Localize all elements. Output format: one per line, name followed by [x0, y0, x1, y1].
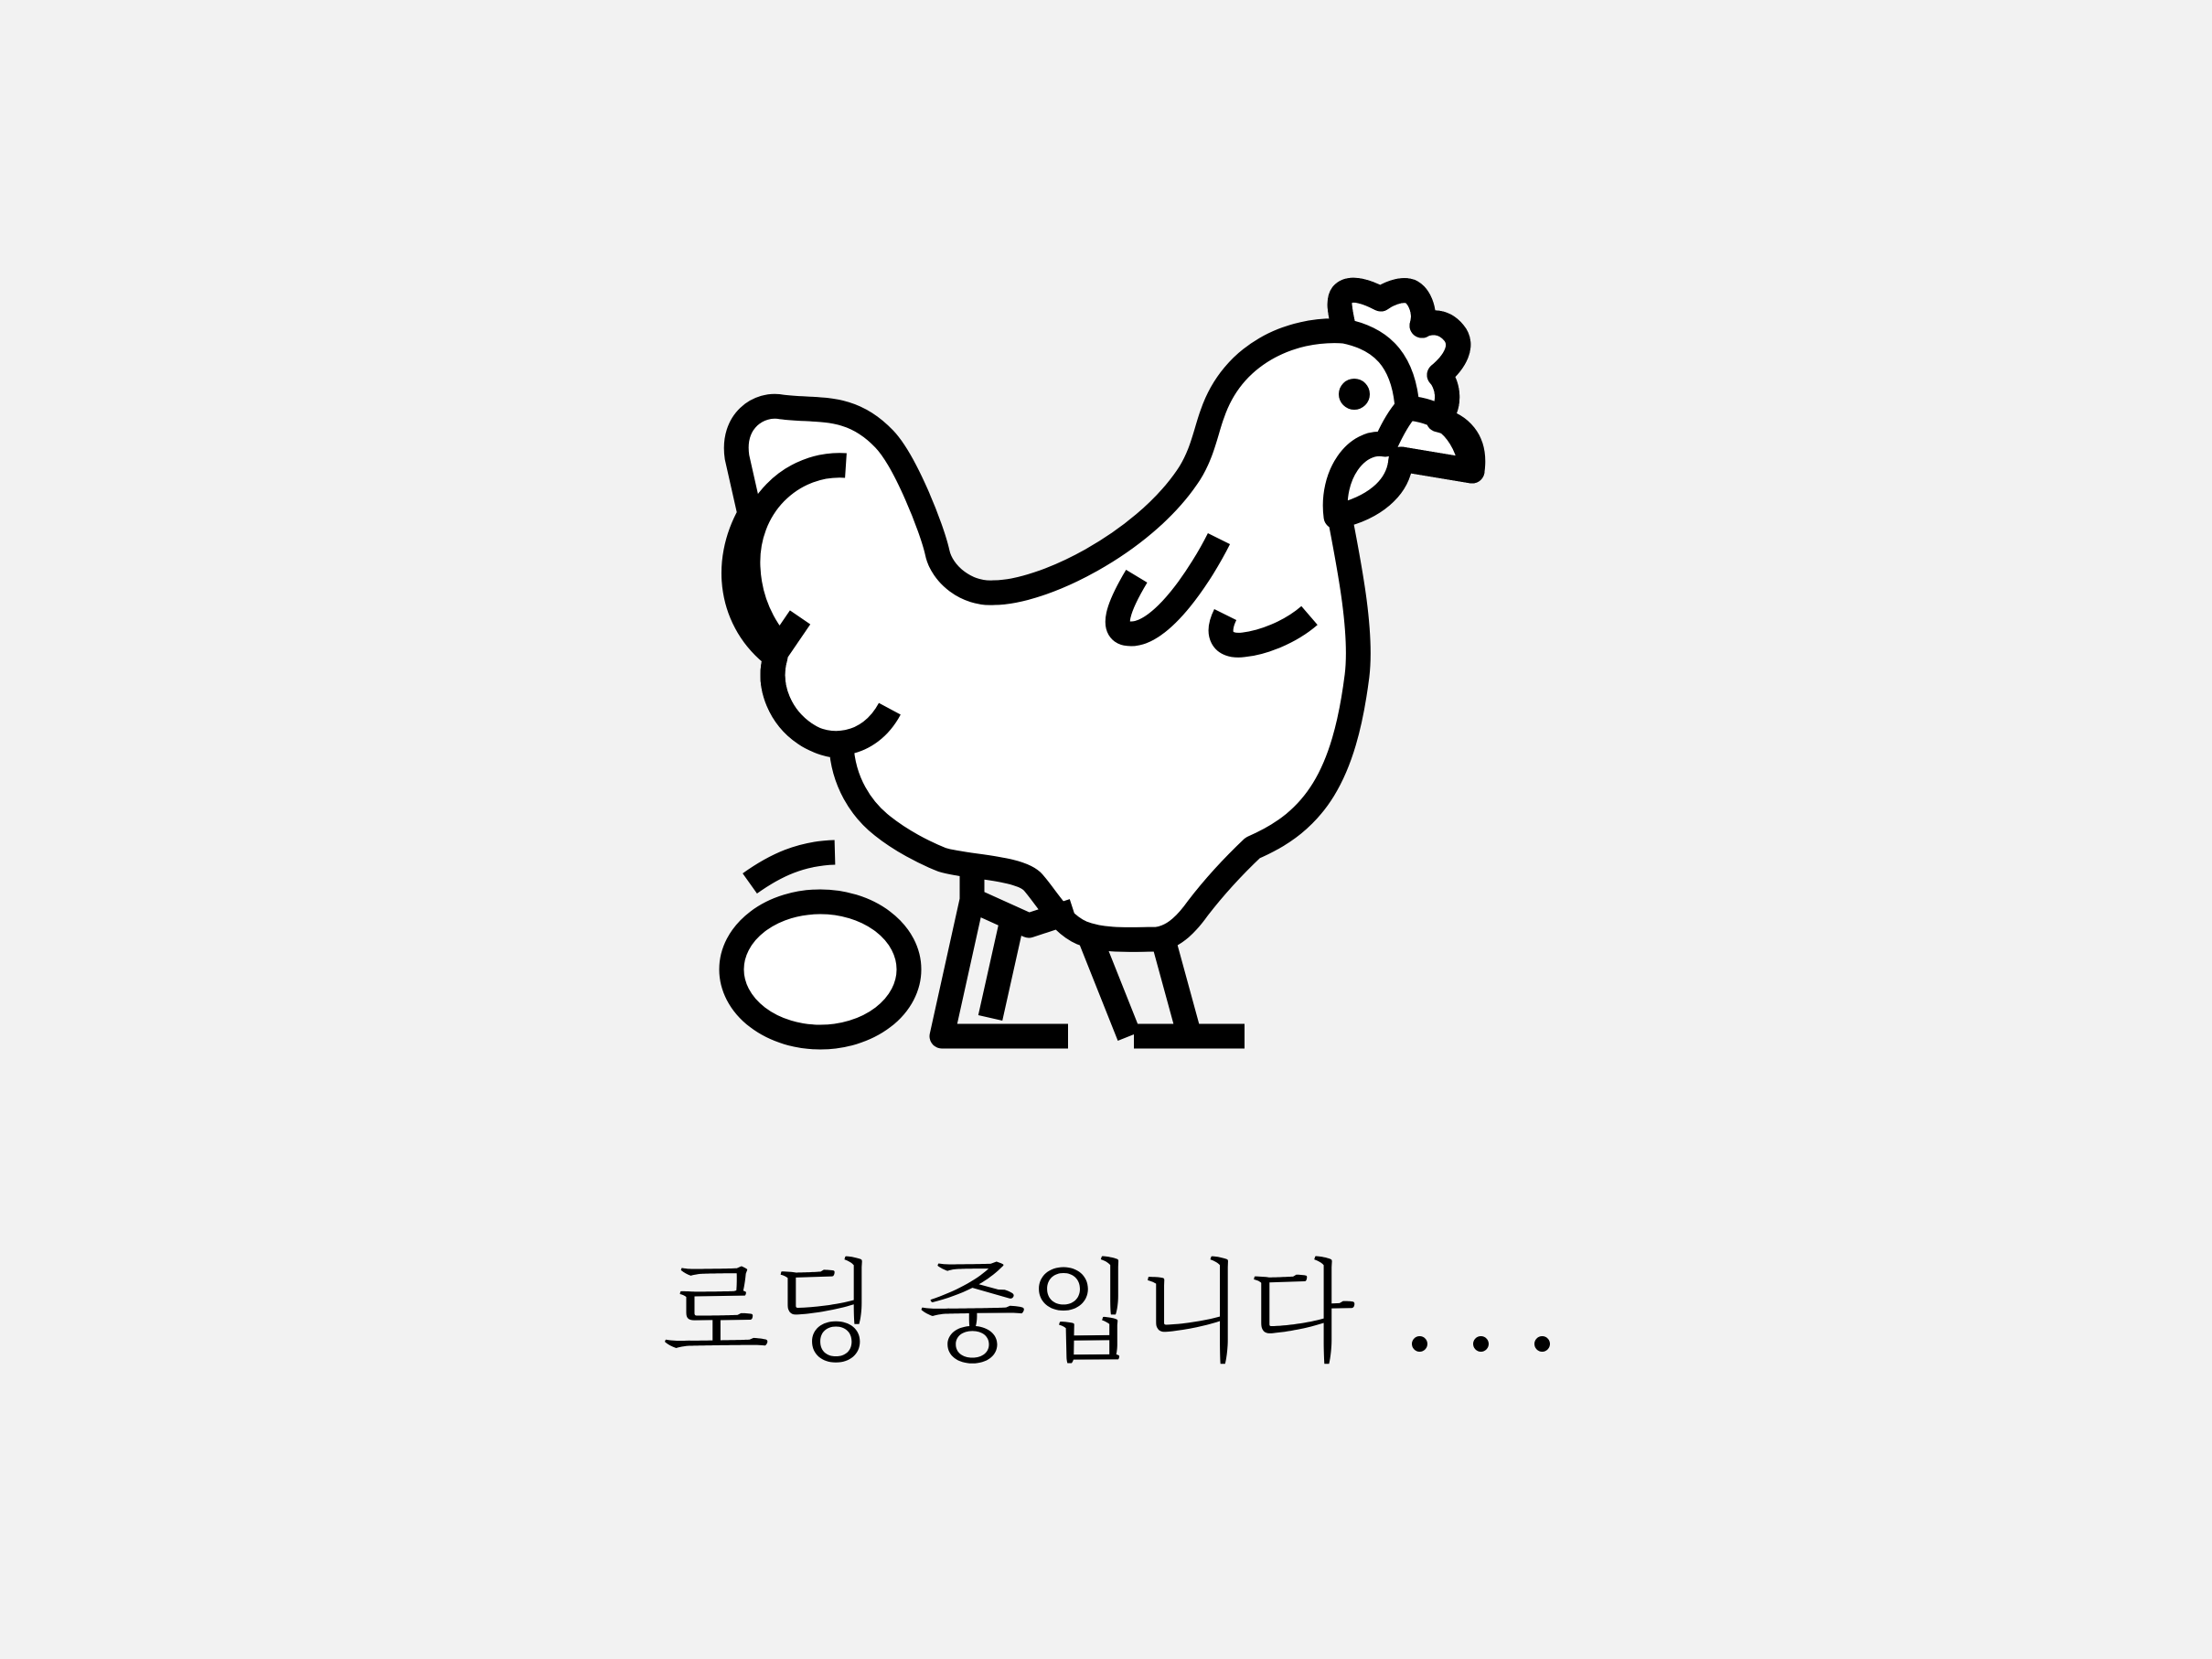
hen-eye	[1339, 379, 1370, 410]
egg-shine	[750, 852, 835, 883]
loading-dot-3	[1534, 1336, 1550, 1352]
loading-dot-2	[1473, 1336, 1489, 1352]
loading-dot-1	[1412, 1336, 1427, 1352]
hen-left-leg-front	[990, 924, 1011, 1018]
hen-left-leg-inner	[972, 900, 1074, 926]
egg	[732, 902, 909, 1037]
loading-message: 로딩 중입니다	[662, 1248, 1357, 1378]
loading-dots	[1412, 1336, 1550, 1352]
loading-indicator	[0, 1248, 2212, 1378]
